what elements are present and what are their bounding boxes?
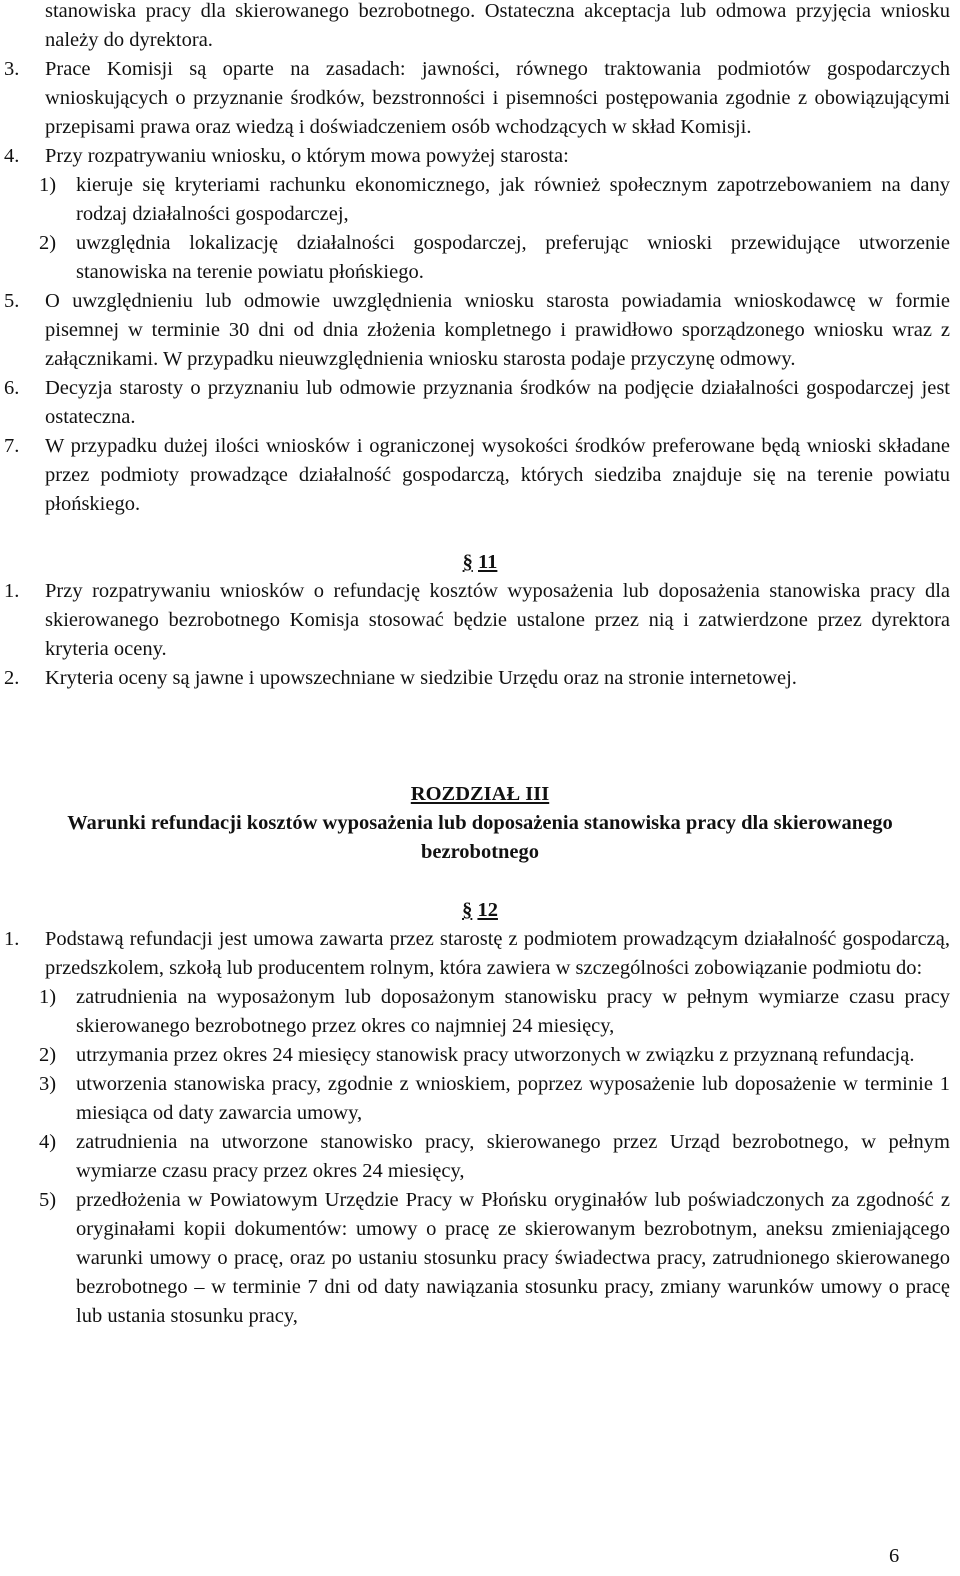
paragraph-text: O uwzględnieniu lub odmowie uwzględnienia wniosku starosta powiadamia wnioskodawcę w formie pisemnej w terminie 30 dni od dnia złożenia kompletnego i prawidłowo sporządzonego wniosku wraz z załącznikami. W przypadku nieuwzględnienia wniosku starosta podaje przyczynę odmowy. (45, 290, 950, 370)
spacer (0, 519, 960, 548)
paragraph-7 (0, 432, 960, 519)
paragraph-text: Decyzja starosty o przyznaniu lub odmowie przyznania środków na podjęcie działalności gospodarczej jest ostateczna. (45, 377, 950, 428)
paragraph-5 (0, 287, 960, 374)
chapter-label: ROZDZIAŁ III (410, 783, 550, 805)
section-12-paragraph-1 (0, 925, 960, 983)
paragraph-text: Kryteria oceny są jawne i upowszechniane w siedzibie Urzędu oraz na stronie internetowej. (45, 667, 797, 689)
paragraph-text: Przy rozpatrywaniu wniosków o refundację kosztów wyposażenia lub doposażenia stanowiska pracy dla skierowanego bezrobotnego Komisja stosować będzie ustalone przez nią i zatwierdzone przez dyrektora kryteria oceny. (45, 580, 950, 660)
section-11-paragraph-1 (0, 577, 960, 664)
list-item-text: uwzględnia lokalizację działalności gospodarczej, preferując wnioski przewidujące utworzenie stanowiska na terenie powiatu płońskiego. (76, 232, 950, 283)
paragraph-number: 7. (4, 435, 20, 457)
section-11-paragraph-2 (0, 664, 960, 693)
paragraph-text: Przy rozpatrywaniu wniosku, o którym mowa powyżej starosta: (45, 145, 569, 167)
paragraph-number: 4. (4, 145, 20, 167)
paragraph-number: 1. (4, 580, 20, 602)
section-number: 11 (478, 551, 498, 573)
page-number: 6 (889, 1545, 900, 1567)
continuation-paragraph (0, 0, 960, 55)
list-item (0, 171, 960, 229)
spacer (0, 693, 960, 780)
paragraph-number: 1. (4, 928, 20, 950)
chapter-heading (0, 780, 960, 867)
list-item-number: 4) (39, 1131, 57, 1153)
list-item (0, 1186, 960, 1331)
spacer (0, 867, 960, 896)
list-item-text: zatrudnienia na wyposażonym lub doposażonym stanowisku pracy w pełnym wymiarze czasu pracy skierowanego bezrobotnego przez okres co najmniej 24 miesięcy, (76, 986, 950, 1037)
section-heading-11 (0, 548, 960, 577)
list-item-text: utrzymania przez okres 24 miesięcy stanowisk pracy utworzonych w związku z przyznaną refundacją. (76, 1044, 915, 1066)
list-item (0, 1070, 960, 1128)
paragraph-number: 2. (4, 667, 20, 689)
paragraph-number: 6. (4, 377, 20, 399)
list-item-text: zatrudnienia na utworzone stanowisko pracy, skierowanego przez Urząd bezrobotnego, w pełnym wymiarze czasu pracy przez okres 24 miesięcy, (76, 1131, 950, 1182)
paragraph-text: Podstawą refundacji jest umowa zawarta przez starostę z podmiotem prowadzącym działalność gospodarczą, przedszkolem, szkołą lub producentem rolnym, która zawiera w szczególności zobowiązanie podmiotu do: (45, 928, 950, 979)
section-number: 12 (477, 899, 498, 921)
paragraph-6 (0, 374, 960, 432)
list-item-number: 2) (39, 232, 57, 254)
list-item-number: 3) (39, 1073, 57, 1095)
list-item (0, 229, 960, 287)
continuation-text: stanowiska pracy dla skierowanego bezrobotnego. Ostateczna akceptacja lub odmowa przyjęcia wniosku należy do dyrektora. (45, 0, 950, 51)
list-item (0, 983, 960, 1041)
section-symbol: § (462, 551, 473, 573)
list-item-text: utworzenia stanowiska pracy, zgodnie z wnioskiem, poprzez wyposażenie lub doposażenie w terminie 1 miesiąca od daty zawarcia umowy, (76, 1073, 950, 1124)
list-item (0, 1128, 960, 1186)
chapter-title: Warunki refundacji kosztów wyposażenia lub doposażenia stanowiska pracy dla skierowanego bezrobotnego (67, 812, 893, 863)
paragraph-text: W przypadku dużej ilości wniosków i ograniczonej wysokości środków preferowane będą wnioski składane przez podmioty prowadzące działalność gospodarczą, których siedziba znajduje się na terenie powiatu płońskiego. (45, 435, 950, 515)
section-heading-12 (0, 896, 960, 925)
list-item-number: 5) (39, 1189, 57, 1211)
paragraph-text: Prace Komisji są oparte na zasadach: jawności, równego traktowania podmiotów gospodarczych wnioskujących o przyznanie środków, bezstronności i pisemności postępowania zgodnie z obowiązującymi przepisami prawa oraz wiedzą i doświadczeniem osób wchodzących w skład Komisji. (45, 58, 950, 138)
paragraph-3 (0, 55, 960, 142)
list-item-text: kieruje się kryteriami rachunku ekonomicznego, jak również społecznym zapotrzebowaniem na dany rodzaj działalności gospodarczej, (76, 174, 950, 225)
list-item-number: 2) (39, 1044, 57, 1066)
list-item (0, 1041, 960, 1070)
paragraph-number: 3. (4, 58, 20, 80)
section-symbol: § (462, 899, 473, 921)
paragraph-number: 5. (4, 290, 20, 312)
paragraph-4 (0, 142, 960, 171)
list-item-number: 1) (39, 986, 57, 1008)
list-item-number: 1) (39, 174, 57, 196)
list-item-text: przedłożenia w Powiatowym Urzędzie Pracy w Płońsku oryginałów lub poświadczonych za zgodność z oryginałami kopii dokumentów: umowy o pracę ze skierowanym bezrobotnym, aneksu zmieniającego warunki umowy o pracę, oraz po ustaniu stosunku pracy świadectwa pracy, zatrudnionego skierowanego bezrobotnego – w terminie 7 dni od daty nawiązania stosunku pracy, zmiany warunków umowy o pracę lub ustania stosunku pracy, (76, 1189, 950, 1327)
